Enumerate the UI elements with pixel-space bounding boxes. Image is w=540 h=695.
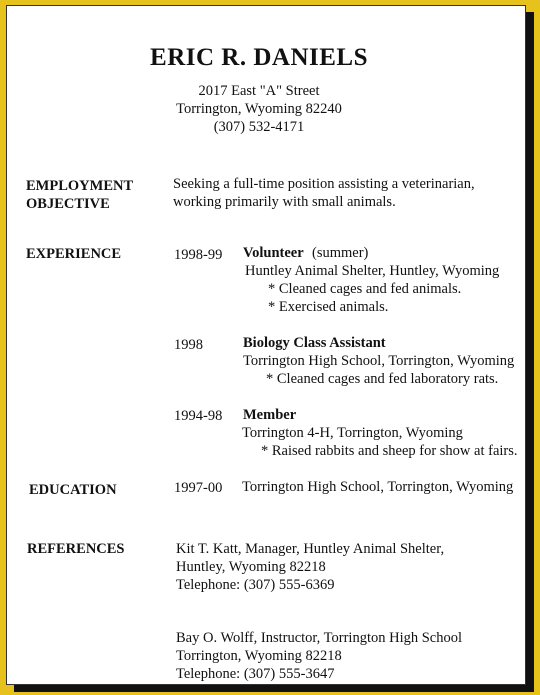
experience-heading: EXPERIENCE <box>26 246 122 262</box>
experience-duty: * Exercised animals. <box>268 299 389 315</box>
reference-line: Telephone: (307) 555-3647 <box>176 666 335 682</box>
address-line-2: Torrington, Wyoming 82240 <box>176 101 342 117</box>
reference-line: Telephone: (307) 555-6369 <box>176 577 335 593</box>
experience-duty: * Raised rabbits and sheep for show at fairs. <box>261 443 518 459</box>
experience-years: 1998 <box>174 337 203 353</box>
objective-text-1: Seeking a full-time position assisting a veterinarian, <box>173 176 475 192</box>
experience-title: Biology Class Assistant <box>243 335 386 351</box>
experience-years: 1998-99 <box>174 247 223 263</box>
experience-title: Member <box>243 407 297 423</box>
experience-years: 1994-98 <box>174 408 223 424</box>
resume-page <box>6 5 526 685</box>
experience-note: (summer) <box>312 245 369 261</box>
reference-line: Kit T. Katt, Manager, Huntley Animal Shelter, <box>176 541 445 557</box>
references-heading: REFERENCES <box>27 541 125 557</box>
experience-duty: * Cleaned cages and fed animals. <box>268 281 462 297</box>
objective-text-2: working primarily with small animals. <box>173 194 396 210</box>
objective-heading-2: OBJECTIVE <box>26 196 110 212</box>
objective-heading-1: EMPLOYMENT <box>26 178 134 194</box>
experience-place: Huntley Animal Shelter, Huntley, Wyoming <box>245 263 500 279</box>
experience-place: Torrington High School, Torrington, Wyoming <box>243 353 515 369</box>
address-line-1: 2017 East "A" Street <box>198 83 320 99</box>
reference-line: Bay O. Wolff, Instructor, Torrington High School <box>176 630 463 646</box>
reference-line: Huntley, Wyoming 82218 <box>176 559 326 575</box>
experience-place: Torrington 4-H, Torrington, Wyoming <box>242 425 463 441</box>
experience-title: Volunteer <box>243 245 304 261</box>
reference-line: Torrington, Wyoming 82218 <box>176 648 342 664</box>
phone-number: (307) 532-4171 <box>213 119 305 135</box>
education-school: Torrington High School, Torrington, Wyoming <box>242 479 514 495</box>
education-years: 1997-00 <box>174 480 223 496</box>
education-heading: EDUCATION <box>29 482 117 498</box>
resume-name: ERIC R. DANIELS <box>150 44 368 71</box>
experience-duty: * Cleaned cages and fed laboratory rats. <box>266 371 499 387</box>
